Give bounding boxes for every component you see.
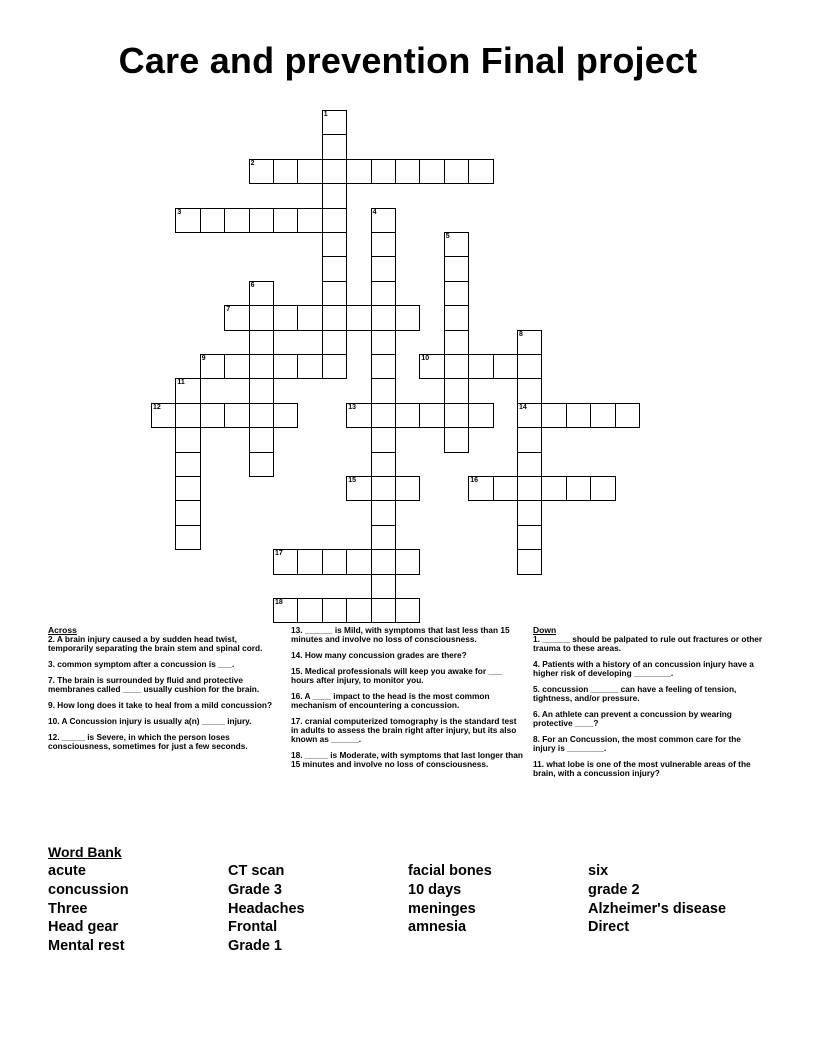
crossword-cell[interactable] <box>224 354 249 379</box>
crossword-cell[interactable] <box>395 476 420 501</box>
word-bank-item: Headaches <box>228 900 305 917</box>
clue-number: 7 <box>226 306 231 314</box>
crossword-cell[interactable] <box>200 403 225 428</box>
across-clue <box>291 751 526 769</box>
crossword-cell[interactable] <box>493 476 518 501</box>
crossword-cell[interactable] <box>517 330 542 355</box>
crossword-cell[interactable] <box>419 354 444 379</box>
clue-text: Patients with a history of an concussion injury have a higher risk of developing ________. <box>533 659 754 678</box>
word-bank-item: Frontal <box>228 919 278 936</box>
down-clue <box>533 635 763 653</box>
crossword-cell[interactable] <box>249 208 274 233</box>
crossword-cell[interactable] <box>395 403 420 428</box>
crossword-cell[interactable] <box>224 208 249 233</box>
crossword-cell[interactable] <box>249 330 274 355</box>
across-clue <box>48 717 273 726</box>
crossword-cell[interactable] <box>444 281 469 306</box>
crossword-cell[interactable] <box>371 574 396 599</box>
clue-number: 13. <box>291 625 305 635</box>
crossword-cell[interactable] <box>249 403 274 428</box>
clue-text: _____ is Moderate, with symptoms that last longer than 15 minutes and involve no loss of consciousness. <box>291 750 523 769</box>
clue-number: 1. <box>533 634 543 644</box>
crossword-cell[interactable] <box>200 354 225 379</box>
word-bank-item: Mental rest <box>48 938 125 955</box>
clue-text: ______ should be palpated to rule out fractures or other trauma to these areas. <box>533 634 763 653</box>
clue-text: The brain is surrounded by fluid and protective membranes called ____ usually cushion for the brain. <box>48 675 260 694</box>
down-heading: Down <box>533 625 557 635</box>
crossword-cell[interactable] <box>151 403 176 428</box>
down-clue <box>533 760 763 778</box>
across-clue <box>48 660 273 669</box>
crossword-cell[interactable] <box>444 403 469 428</box>
clue-number: 2 <box>250 159 255 167</box>
crossword-cell[interactable] <box>175 476 200 501</box>
crossword-cell[interactable] <box>395 305 420 330</box>
crossword-cell[interactable] <box>175 378 200 403</box>
word-bank-item: amnesia <box>408 919 467 936</box>
word-bank-column-2 <box>228 862 305 956</box>
clue-text: cranial computerized tomography is the standard test in adults to assess the brain right after injury, but its also known as ______. <box>291 716 517 744</box>
crossword-cell[interactable] <box>444 232 469 257</box>
clue-number: 1 <box>323 111 328 118</box>
crossword-cell[interactable] <box>444 330 469 355</box>
crossword-cell[interactable] <box>322 110 347 135</box>
crossword-cell[interactable] <box>322 256 347 281</box>
crossword-cell[interactable] <box>249 427 274 452</box>
crossword-cell[interactable] <box>541 476 566 501</box>
down-clues <box>533 626 763 785</box>
crossword-cell[interactable] <box>517 500 542 525</box>
crossword-cell[interactable] <box>517 427 542 452</box>
across-clue <box>48 635 273 653</box>
clue-text: A brain injury caused a by sudden head twist, temporarily separating the brain stem and spinal cord. <box>48 634 263 653</box>
clue-number: 15. <box>291 666 305 676</box>
crossword-cell[interactable] <box>322 208 347 233</box>
crossword-cell[interactable] <box>175 525 200 550</box>
clue-number: 14 <box>519 403 527 411</box>
word-bank-item: Three <box>48 900 88 917</box>
crossword-cell[interactable] <box>444 427 469 452</box>
crossword-cell[interactable] <box>322 354 347 379</box>
crossword-cell[interactable] <box>322 159 347 184</box>
clue-number: 6. <box>533 709 542 719</box>
crossword-cell[interactable] <box>249 378 274 403</box>
crossword-cell[interactable] <box>297 549 322 574</box>
clue-number: 3 <box>177 208 182 216</box>
clue-number: 11. <box>533 759 547 769</box>
crossword-cell[interactable] <box>590 403 615 428</box>
clue-number: 5. <box>533 684 543 694</box>
clue-number: 3. <box>48 659 58 669</box>
crossword-cell[interactable] <box>517 476 542 501</box>
crossword-cell[interactable] <box>322 598 347 623</box>
clue-number: 17 <box>275 550 283 558</box>
across-clue <box>291 651 526 660</box>
crossword-cell[interactable] <box>419 159 444 184</box>
clue-number: 18 <box>275 599 283 606</box>
across-clue <box>291 626 526 644</box>
crossword-cell[interactable] <box>371 281 396 306</box>
clue-number: 18. <box>291 750 305 760</box>
clue-number: 14. <box>291 650 305 660</box>
crossword-cell[interactable] <box>322 134 347 159</box>
crossword-cell[interactable] <box>371 232 396 257</box>
clue-text: _____ is Severe, in which the person loses consciousness, sometimes for just a few seconds. <box>48 732 248 751</box>
crossword-cell[interactable] <box>371 256 396 281</box>
crossword-cell[interactable] <box>371 403 396 428</box>
across-heading: Across <box>48 625 77 635</box>
crossword-cell[interactable] <box>346 549 371 574</box>
word-bank-item: Direct <box>588 919 630 936</box>
crossword-cell[interactable] <box>468 354 493 379</box>
clue-text: How many concussion grades are there? <box>304 650 467 660</box>
down-clue <box>533 685 763 703</box>
clue-number: 13 <box>348 403 356 411</box>
crossword-cell[interactable] <box>371 159 396 184</box>
across-clue <box>291 667 526 685</box>
crossword-cell[interactable] <box>444 159 469 184</box>
clue-number: 6 <box>250 281 255 289</box>
crossword-cell[interactable] <box>273 305 298 330</box>
crossword-cell[interactable] <box>371 598 396 623</box>
crossword-cell[interactable] <box>346 159 371 184</box>
word-bank-item: concussion <box>48 881 129 898</box>
crossword-cell[interactable] <box>371 208 396 233</box>
crossword-cell[interactable] <box>395 159 420 184</box>
crossword-cell[interactable] <box>517 549 542 574</box>
clue-number: 16 <box>470 477 478 484</box>
crossword-cell[interactable] <box>346 403 371 428</box>
clue-text: An athlete can prevent a concussion by wearing protective ____? <box>533 709 732 728</box>
across-clue <box>291 692 526 710</box>
crossword-cell[interactable] <box>371 476 396 501</box>
word-bank-item: CT scan <box>228 863 285 879</box>
crossword-cell[interactable] <box>517 452 542 477</box>
across-clue <box>291 717 526 744</box>
crossword-cell[interactable] <box>371 500 396 525</box>
across-clue <box>48 733 273 751</box>
clue-text: Medical professionals will keep you awake for ___ hours after injury, to monitor you. <box>291 666 503 685</box>
clue-number: 8. <box>533 734 543 744</box>
word-bank-title: Word Bank <box>48 844 122 860</box>
crossword-cell[interactable] <box>297 159 322 184</box>
crossword-cell[interactable] <box>297 305 322 330</box>
crossword-cell[interactable] <box>468 476 493 501</box>
crossword-cell[interactable] <box>175 500 200 525</box>
clue-number: 5 <box>445 233 450 240</box>
crossword-cell[interactable] <box>371 549 396 574</box>
clue-number: 12 <box>153 403 161 411</box>
crossword-cell[interactable] <box>346 476 371 501</box>
crossword-cell[interactable] <box>517 525 542 550</box>
clue-text: concussion ______ can have a feeling of tension, tightness, and/or pressure. <box>533 684 737 703</box>
clue-text: For an Concussion, the most common care for the injury is ________. <box>533 734 741 753</box>
crossword-cell[interactable] <box>395 549 420 574</box>
crossword-cell[interactable] <box>200 208 225 233</box>
crossword-cell[interactable] <box>371 305 396 330</box>
crossword-cell[interactable] <box>273 208 298 233</box>
crossword-cell[interactable] <box>322 330 347 355</box>
across-clue <box>48 701 273 710</box>
page-title: Care and prevention Final project <box>118 40 698 81</box>
clue-number: 10. <box>48 716 62 726</box>
crossword-cell[interactable] <box>615 403 640 428</box>
crossword-cell[interactable] <box>273 403 298 428</box>
crossword-cell[interactable] <box>444 354 469 379</box>
crossword-cell[interactable] <box>468 159 493 184</box>
crossword-cell[interactable] <box>249 159 274 184</box>
crossword-cell[interactable] <box>517 354 542 379</box>
word-bank-item: meninges <box>408 900 476 917</box>
down-clue <box>533 660 763 678</box>
crossword-cell[interactable] <box>273 354 298 379</box>
crossword-cell[interactable] <box>346 305 371 330</box>
crossword-cell[interactable] <box>566 403 591 428</box>
word-bank-column-3 <box>408 862 492 937</box>
across-clues-right <box>291 626 526 776</box>
clue-number: 7. <box>48 675 58 685</box>
clue-number: 17. <box>291 716 305 726</box>
clue-number: 9 <box>201 355 206 362</box>
word-bank-item: 10 days <box>408 881 462 898</box>
crossword-cell[interactable] <box>371 330 396 355</box>
clue-text: How long does it take to heal from a mild concussion? <box>57 700 273 710</box>
down-clue <box>533 710 763 728</box>
crossword-cell[interactable] <box>273 549 298 574</box>
clue-number: 16. <box>291 691 305 701</box>
crossword-cell[interactable] <box>224 403 249 428</box>
clue-text: A Concussion injury is usually a(n) _____ injury. <box>61 716 252 726</box>
word-bank-item: Alzheimer's disease <box>588 900 727 917</box>
clue-text: what lobe is one of the most vulnerable areas of the brain, with a concussion injury? <box>533 759 751 778</box>
crossword-cell[interactable] <box>444 256 469 281</box>
crossword-cell[interactable] <box>493 354 518 379</box>
crossword-cell[interactable] <box>371 452 396 477</box>
crossword-cell[interactable] <box>224 305 249 330</box>
crossword-cell[interactable] <box>566 476 591 501</box>
crossword-cell[interactable] <box>322 232 347 257</box>
crossword-cell[interactable] <box>175 427 200 452</box>
crossword-cell[interactable] <box>273 598 298 623</box>
crossword-cell[interactable] <box>541 403 566 428</box>
crossword-cell[interactable] <box>175 403 200 428</box>
clue-text: A ____ impact to the head is the most common mechanism of encountering a concussion. <box>291 691 490 710</box>
across-clue <box>48 676 273 694</box>
crossword-cell[interactable] <box>371 354 396 379</box>
crossword-cell[interactable] <box>249 354 274 379</box>
clue-number: 11 <box>177 379 185 387</box>
word-bank-column-4 <box>588 862 726 937</box>
down-clue <box>533 735 763 753</box>
crossword-cell[interactable] <box>297 598 322 623</box>
clue-number: 15 <box>348 477 356 484</box>
word-bank-item: grade 2 <box>588 881 640 898</box>
crossword-cell[interactable] <box>444 378 469 403</box>
clue-number: 8 <box>519 330 523 338</box>
word-bank-item: Head gear <box>48 919 119 936</box>
word-bank-item: Grade 1 <box>228 938 282 955</box>
crossword-cell[interactable] <box>419 403 444 428</box>
crossword-cell[interactable] <box>249 452 274 477</box>
word-bank-item: Grade 3 <box>228 881 282 898</box>
crossword-cell[interactable] <box>346 598 371 623</box>
crossword-cell[interactable] <box>371 525 396 550</box>
crossword-cell[interactable] <box>273 159 298 184</box>
crossword-cell[interactable] <box>322 549 347 574</box>
clue-text: common symptom after a concussion is ___. <box>57 659 235 669</box>
crossword-cell[interactable] <box>590 476 615 501</box>
clue-number: 10 <box>421 355 430 362</box>
crossword-cell[interactable] <box>175 452 200 477</box>
crossword-cell[interactable] <box>297 354 322 379</box>
crossword-cell[interactable] <box>322 281 347 306</box>
crossword-cell[interactable] <box>297 208 322 233</box>
clue-number: 9. <box>48 700 58 710</box>
crossword-cell[interactable] <box>322 183 347 208</box>
crossword-cell[interactable] <box>444 305 469 330</box>
across-clues-left <box>48 626 273 758</box>
crossword-cell[interactable] <box>371 427 396 452</box>
clue-number: 2. <box>48 634 57 644</box>
word-bank-column-1 <box>48 862 129 956</box>
crossword-cell[interactable] <box>249 305 274 330</box>
crossword-cell[interactable] <box>395 598 420 623</box>
crossword-cell[interactable] <box>517 403 542 428</box>
crossword-cell[interactable] <box>175 208 200 233</box>
word-bank-item: acute <box>48 863 86 879</box>
crossword-cell[interactable] <box>371 378 396 403</box>
word-bank-item: facial bones <box>408 863 492 879</box>
clue-text: ______ is Mild, with symptoms that last less than 15 minutes and involve no loss of consciousness. <box>291 625 510 644</box>
clue-number: 12. <box>48 732 62 742</box>
crossword-cell[interactable] <box>517 378 542 403</box>
crossword-cell[interactable] <box>322 305 347 330</box>
crossword-cell[interactable] <box>249 281 274 306</box>
clue-number: 4. <box>533 659 543 669</box>
crossword-cell[interactable] <box>468 403 493 428</box>
word-bank-item: six <box>588 863 609 879</box>
clue-number: 4 <box>372 208 377 216</box>
